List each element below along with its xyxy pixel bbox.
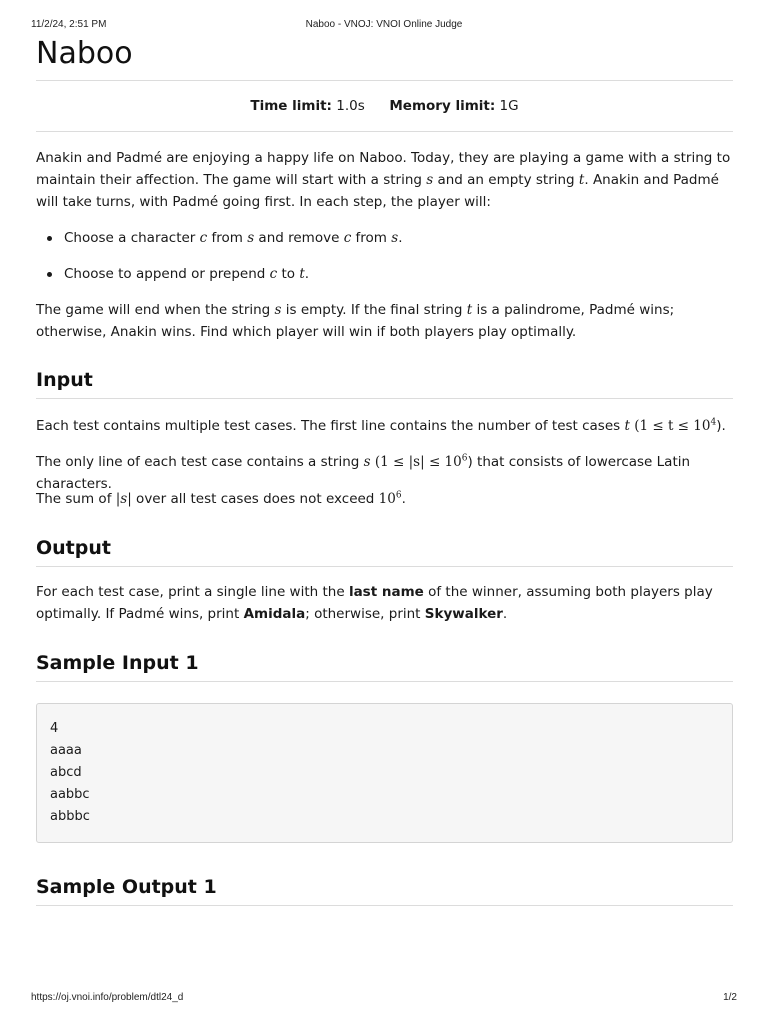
print-datetime: 11/2/24, 2:51 PM (31, 19, 107, 30)
code-line: aaaa (50, 743, 82, 758)
output-paragraph: For each test case, print a single line with the last name of the winner, assuming both players play optimally. If Padmé wins, print Amidala; otherwise, print Skywalker. (36, 584, 713, 622)
memory-limit-label: Memory limit: (389, 98, 496, 114)
sample-input-divider (36, 681, 733, 682)
list-item: Choose a character c from s and remove c from s. (36, 227, 733, 249)
print-page-title: Naboo - VNOJ: VNOI Online Judge (305, 19, 463, 30)
input-divider (36, 398, 733, 399)
input-line-3: The sum of |s| over all test cases does not exceed $10^6$. (36, 490, 406, 507)
output-divider (36, 566, 733, 567)
sample-input-code (36, 703, 733, 843)
code-line: aabbc (50, 787, 90, 802)
sample-output-divider (36, 905, 733, 906)
input-heading: Input (36, 369, 93, 391)
input-line-1: Each test contains multiple test cases. The first line contains the number of test cases t $(1 \le t \le 10^4)$. (36, 417, 726, 434)
input-line-2: The only line of each test case contains a string s $(1 \le |s| \le 10^6)$ that consists of lowercase Latin characters. (36, 453, 691, 492)
bullet-icon (47, 236, 52, 241)
title-divider (36, 80, 733, 81)
problem-limits (36, 96, 733, 116)
list-item: Choose to append or prepend c to t. (36, 263, 733, 285)
code-line: abcd (50, 765, 82, 780)
time-limit-value: 1.0s (336, 98, 365, 114)
sample-input-heading: Sample Input 1 (36, 652, 199, 674)
limits-divider (36, 131, 733, 132)
code-line: abbbc (50, 809, 90, 824)
print-header (0, 19, 768, 33)
output-heading: Output (36, 537, 111, 559)
print-url: https://oj.vnoi.info/problem/dtl24_d (31, 992, 184, 1003)
code-line: 4 (50, 721, 59, 736)
print-footer (0, 992, 768, 1006)
statement-paragraph-1: Anakin and Padmé are enjoying a happy life on Naboo. Today, they are playing a game with a string to maintain their affection. The game will start with a string s and an empty string t. Anakin and Padmé will take turns, with Padmé going first. In each step, the player will: (36, 150, 731, 210)
statement-paragraph-2: The game will end when the string s is empty. If the final string t is a palindrome, Padmé wins; otherwise, Anakin wins. Find which player will win if both players play optimally. (36, 302, 675, 340)
print-page-number: 1/2 (723, 992, 737, 1003)
memory-limit-value: 1G (499, 98, 519, 114)
bullet-icon (47, 272, 52, 277)
problem-title: Naboo (36, 36, 133, 71)
time-limit-label: Time limit: (250, 98, 332, 114)
sample-output-heading: Sample Output 1 (36, 876, 217, 898)
